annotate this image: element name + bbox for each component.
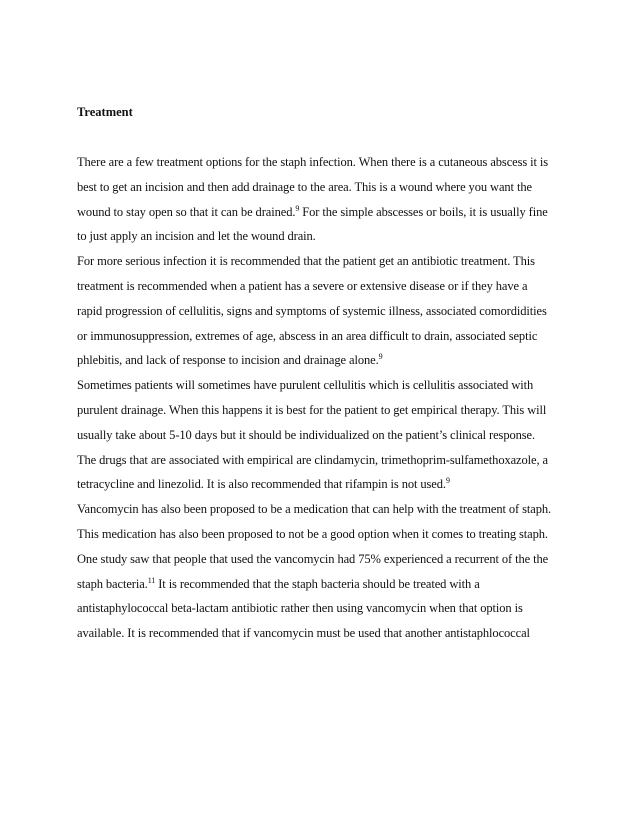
body-text [77,154,567,650]
line-text-continued: For the simple abscesses or boils, it is usually fine [299,204,548,219]
text-line [77,402,567,427]
line-text-continued: It is recommended that the staph bacteria should be treated with a [155,576,480,591]
text-line [77,452,567,477]
text-line [77,228,567,253]
line-text: Vancomycin has also been proposed to be a medication that can help with the treatment of staph. [77,502,552,517]
section-heading: Treatment [77,105,133,119]
citation-superscript: 9 [445,476,450,486]
citation-superscript: 9 [378,352,383,362]
text-line [77,600,567,625]
line-text: wound to stay open so that it can be drained. [77,204,296,219]
line-text: tetracycline and linezolid. It is also recommended that rifampin is not used. [77,477,446,492]
text-line [77,576,567,601]
line-text: For more serious infection it is recommended that the patient get an antibiotic treatment. This [77,254,535,269]
line-text: This medication has also been proposed to not be a good option when it comes to treating staph. [77,526,548,541]
line-text: rapid progression of cellulitis, signs and symptoms of systemic illness, associated comordidities [77,303,547,318]
text-line [77,501,567,526]
line-text: There are a few treatment options for the staph infection. When there is a cutaneous abscess it is [77,155,549,169]
line-text: purulent drainage. When this happens it is best for the patient to get empirical therapy. This will [77,402,547,417]
text-line [77,328,567,353]
text-line [77,526,567,551]
citation-superscript: 9 [295,203,300,213]
text-line [77,377,567,402]
line-text: to just apply an incision and let the wound drain. [77,229,316,244]
line-text: antistaphylococcal beta-lactam antibiotic rather then using vancomycin when that option is [77,601,523,616]
line-text: Sometimes patients will sometimes have purulent cellulitis which is cellulitis associated with [77,378,534,393]
line-text: usually take about 5-10 days but it should be individualized on the patient’s clinical response. [77,427,536,442]
line-text: best to get an incision and then add drainage to the area. This is a wound where you want the [77,179,532,194]
text-line [77,551,567,576]
line-text: or immunosuppression, extremes of age, abscess in an area difficult to drain, associated septic [77,328,538,343]
text-line [77,625,567,650]
line-text: treatment is recommended when a patient has a severe or extensive disease or if they have a [77,278,528,293]
text-line [77,303,567,328]
line-text: staph bacteria. [77,576,148,591]
citation-superscript: 11 [147,575,156,585]
line-text: One study saw that people that used the vancomycin had 75% experienced a recurrent of the the [77,551,549,566]
text-line [77,179,567,204]
line-text: available. It is recommended that if vancomycin must be used that another antistaphlococcal [77,626,530,641]
line-text: The drugs that are associated with empirical are clindamycin, trimethoprim-sulfamethoxazole, a [77,452,548,467]
text-line [77,352,567,377]
text-line [77,278,567,303]
text-line [77,204,567,229]
text-line [77,154,567,179]
line-text: phlebitis, and lack of response to incision and drainage alone. [77,353,379,368]
text-line [77,253,567,278]
text-line [77,427,567,452]
text-line [77,476,567,501]
